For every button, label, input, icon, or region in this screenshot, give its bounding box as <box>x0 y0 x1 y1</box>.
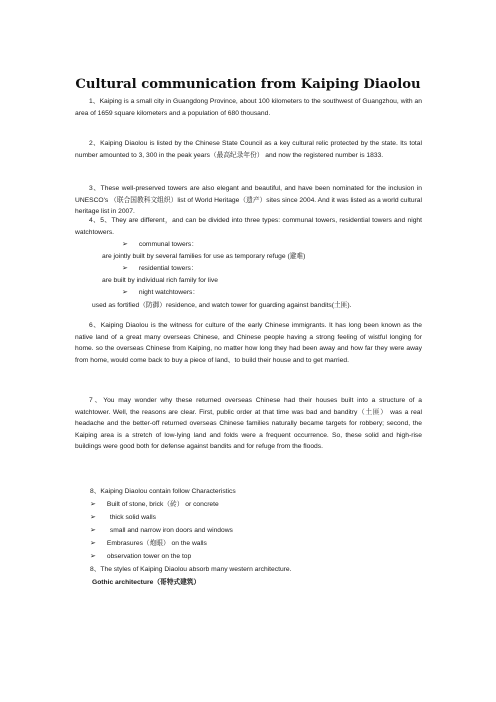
bullet-icon: ➢ <box>90 527 96 534</box>
paragraph-6: 6、Kaiping Diaolou is the witness for culture of the early Chinese immigrants. It has long been known as the native land of a great many overseas Chinese, and Chinese people having a strong feeling of wistful longing for home. so the overseas Chinese from Kaiping, no matter how long they had been away and how far they were away from home, would come back to buy a piece of land、to build their house and to get married. <box>75 322 422 364</box>
type-residential-desc: are built by individual rich family for live <box>102 277 218 284</box>
paragraph-8-heading: 8、Kaiping Diaolou contain follow Characteristics <box>90 488 236 495</box>
document-title: Cultural communication from Kaiping Diaolou <box>75 77 421 92</box>
bullet-icon: ➢ <box>90 501 96 508</box>
type-watchtower-head <box>122 288 199 298</box>
type-head: night watchtowers： <box>138 289 200 296</box>
type-watchtower-desc: used as fortified（防御）residence, and watch tower for guarding against bandits(土匪). <box>92 302 352 309</box>
paragraph-8-styles: 8、The styles of Kaiping Diaolou absorb many western architecture. <box>90 566 292 573</box>
gothic-architecture-label: Gothic architecture（哥特式建筑） <box>92 579 201 586</box>
bullet-icon: ➢ <box>90 514 96 521</box>
type-head: residential towers： <box>138 265 198 272</box>
paragraph-4-5: 4、5、They are different，and can be divided into three types: communal towers, residential towers and night watchtowers. <box>75 217 422 236</box>
characteristic-item: ➢ Built of stone, brick（砖） or concrete <box>90 501 219 508</box>
bullet-icon: ➢ <box>90 540 96 547</box>
characteristic-item: ➢ small and narrow iron doors and windows <box>90 527 233 534</box>
type-communal-head <box>122 240 198 250</box>
characteristic-item: ➢ Embrasures（炮眼） on the walls <box>90 540 207 547</box>
bullet-icon: ➢ <box>90 553 96 560</box>
type-communal-desc: are jointly built by several families for use as temporary refuge (避难) <box>102 253 306 260</box>
paragraph-3: 3、These well-preserved towers are also elegant and beautiful, and have been nominated for the inclusion in UNESCO's （联合国教科文组织）list of World Heritage（遗产）sites since 2004. And it was listed as a world cultural heritage list in 2007. <box>75 185 422 216</box>
paragraph-7: 7、You may wonder why these returned overseas Chinese had their houses built into a structure of a watchtower. Well, the reasons are clear. First, public order at that time was bad and banditry（土匪） was a real headache and the better-off returned overseas Chinese families naturally became targets for robbery; second, the Kaiping area is a stretch of low-lying land and folds were a frequent occurrence. So, these solid and high-rise buildings were good both for defense against bandits and for refuge from the floods. <box>75 397 422 451</box>
paragraph-1: 1、Kaiping is a small city in Guangdong Province, about 100 kilometers to the southwest of Guangzhou, with an area of 1659 square kilometers and a population of 680 thousand. <box>75 98 422 117</box>
bullet-icon: ➢ <box>122 241 128 248</box>
paragraph-2: 2、Kaiping Diaolou is listed by the Chinese State Council as a key cultural relic protected by the state. Its total number amounted to 3, 300 in the peak years（最高纪录年份） and now the registered number is 1833. <box>75 140 422 159</box>
type-residential-head <box>122 264 198 274</box>
characteristic-item: ➢ observation tower on the top <box>90 553 192 560</box>
type-head: communal towers： <box>138 241 198 248</box>
bullet-icon: ➢ <box>122 289 128 296</box>
bullet-icon: ➢ <box>122 265 128 272</box>
characteristic-item: ➢ thick solid walls <box>90 514 156 521</box>
